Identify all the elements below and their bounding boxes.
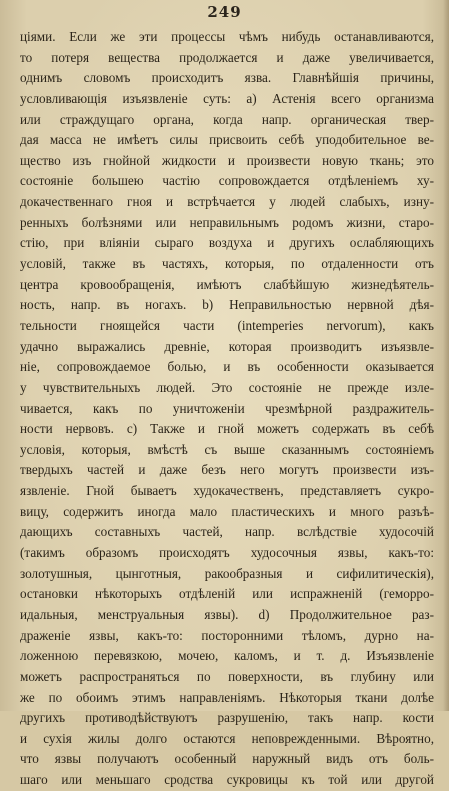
text-line: другихъ противодѣйствуютъ разрушенію, такъ напр. кости xyxy=(20,710,434,726)
text-line: условія, которыя, вмѣстѣ съ выше сказаннымъ состояніемъ xyxy=(20,441,434,457)
text-line: ніе, сопровождаемое болью, и въ особенности оказывается xyxy=(20,359,434,375)
text-line: золотушныя, цынготныя, ракообразныя и сифилитическія), xyxy=(20,565,434,581)
text-line: (такимъ образомъ происходятъ худосочныя язвы, какъ-то: xyxy=(20,545,434,561)
text-line: шаго или меньшаго сродства сукровицы къ той или другой xyxy=(20,772,434,788)
body-text xyxy=(20,27,434,791)
text-line: то потеря вещества продолжается и даже увеличивается, xyxy=(20,49,434,65)
text-line: условливающія изъязвленіе суть: а) Астенія всего организма xyxy=(20,90,434,106)
text-line: идальныя, менструальныя язвы). d) Продолжительное раз- xyxy=(20,606,434,622)
text-line: у чувствительныхъ людей. Это состояніе не прежде изле- xyxy=(20,379,434,395)
text-line: вицу, содержитъ иногда мало пластическихъ и много разъѣ- xyxy=(20,503,434,519)
text-line: ціями. Если же эти процессы чѣмъ нибудь останавливаются, xyxy=(20,29,434,44)
text-line: щество изъ гнойной жидкости и произвести новую ткань; это xyxy=(20,152,434,168)
text-line: ложенною перевязкою, мочею, каломъ, и т. д. Изъязвленіе xyxy=(20,648,434,664)
text-line: удачно выражались древніе, которая производитъ изъязвле- xyxy=(20,338,434,354)
page-number: 249 xyxy=(207,3,242,21)
text-line: стію, при вліяніи сыраго воздуха и другихъ ослабляющихъ xyxy=(20,235,434,251)
text-line: язвленіе. Гной бываетъ худокачественъ, представляетъ сукро- xyxy=(20,483,434,499)
text-line: или страждущаго органа, когда напр. органическая твер- xyxy=(20,111,434,127)
text-line: и сухія жилы долго остаются неповрежденными. Вѣроятно, xyxy=(20,730,434,746)
text-line: состояніе большею частію сопровождается отдѣленіемъ ху- xyxy=(20,173,434,189)
text-line: дающихъ составныхъ частей, напр. вслѣдствіе худосочій xyxy=(20,524,434,540)
text-line: остановки нѣкоторыхъ отдѣленій или испражненій (геморро- xyxy=(20,586,434,602)
text-line: тельности гноящейся части (intemperies nervorum), какъ xyxy=(20,317,434,333)
text-line: можетъ распространяться по поверхности, въ глубину или xyxy=(20,668,434,684)
text-line: ренныхъ болѣзнями или неправильнымъ родомъ жизни, старо- xyxy=(20,214,434,230)
text-line: ность, напр. въ ногахъ. b) Неправильностью нервной дѣя- xyxy=(20,297,434,313)
text-line: что язвы получаютъ особенный наружный видъ отъ боль- xyxy=(20,751,434,767)
text-line: же по обоимъ этимъ направленіямъ. Нѣкоторыя ткани долѣе xyxy=(20,689,434,705)
text-line: дая масса не имѣетъ силы присвоить себѣ уподобительное ве- xyxy=(20,132,434,148)
text-line: центра кровообращенія, имѣютъ слабѣйшую жизнедѣятель- xyxy=(20,276,434,292)
text-line: чивается, какъ по уничтоженіи чрезмѣрной раздражитель- xyxy=(20,400,434,416)
text-line: драженіе язвы, какъ-то: посторонними тѣломъ, дурно на- xyxy=(20,627,434,643)
text-line: докачественнаго гноя и встрѣчается у людей слабыхъ, изну- xyxy=(20,194,434,210)
page-edge-shadow xyxy=(443,0,449,711)
text-line: твердыхъ частей и даже безъ него могутъ произвести изъ- xyxy=(20,462,434,478)
text-line: условій, также въ частяхъ, которыя, по отдаленности отъ xyxy=(20,256,434,272)
text-line: ности нервовъ. c) Также и гной можетъ содержать въ себѣ xyxy=(20,421,434,437)
text-line: однимъ словомъ происходитъ язва. Главнѣйшія причины, xyxy=(20,70,434,86)
